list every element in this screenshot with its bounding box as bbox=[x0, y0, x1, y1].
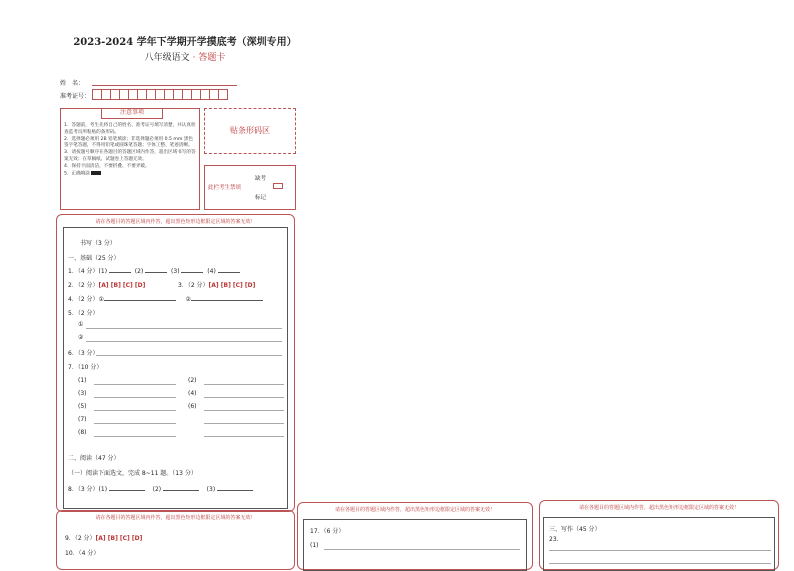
answer-line[interactable] bbox=[94, 436, 176, 437]
barcode-area: 贴条形码区 bbox=[204, 108, 296, 154]
notice-item-label: 5．正确填涂 bbox=[64, 171, 90, 177]
answer-line[interactable] bbox=[96, 355, 282, 356]
notice-item: 1．答题前，考生先将自己的姓名、准考证号填写清楚，并认真检查监考员所粘贴的条形码。 bbox=[64, 123, 196, 135]
q5-label: 5．（2 分） bbox=[68, 310, 99, 317]
answer-line[interactable] bbox=[204, 410, 284, 411]
q7-item-label: (1) bbox=[78, 377, 87, 384]
answer-frame bbox=[63, 227, 288, 509]
answer-line[interactable] bbox=[94, 423, 176, 424]
answer-section-bottom-middle bbox=[297, 502, 533, 570]
answer-line[interactable] bbox=[181, 266, 203, 273]
answer-frame bbox=[303, 519, 527, 571]
q5-a-label: ① bbox=[78, 321, 84, 328]
q10-label: 10．（4 分） bbox=[65, 550, 100, 557]
q4-label: 4．（2 分）① bbox=[68, 296, 104, 303]
q7-label: 7．（10 分） bbox=[68, 364, 103, 371]
q9-options[interactable]: [A] [B] [C] [D] bbox=[95, 535, 143, 542]
q8-sub-label: (2) bbox=[152, 486, 162, 493]
warning-text: 请在各题目的答题区域内作答，超出黑色矩形边框限定区域的答案无效！ bbox=[95, 219, 256, 225]
q2-label: 2．（2 分） bbox=[68, 282, 99, 289]
answer-line[interactable] bbox=[549, 550, 771, 551]
answer-line[interactable] bbox=[94, 384, 176, 385]
q1-sub-label: (2) bbox=[134, 268, 144, 275]
answer-line[interactable] bbox=[94, 410, 176, 411]
answer-frame bbox=[543, 517, 775, 571]
notice-title: 注意事项 bbox=[101, 108, 163, 119]
q2-options[interactable]: [A] [B] [C] [D] bbox=[98, 282, 146, 289]
q17-a-label: (1) bbox=[310, 542, 319, 549]
q3-row bbox=[178, 280, 255, 289]
warning-text: 请在各题目的答题区域内作答，超出黑色矩形边框限定区域的答案无效！ bbox=[334, 507, 495, 513]
absent-note: 此栏考生禁填 bbox=[208, 185, 242, 191]
subtitle-separator: · bbox=[192, 53, 196, 63]
answer-line[interactable] bbox=[163, 484, 199, 491]
name-field[interactable] bbox=[92, 85, 237, 86]
answer-line[interactable] bbox=[104, 294, 176, 301]
notice-item bbox=[64, 171, 196, 178]
q1-row bbox=[68, 266, 240, 275]
answer-line[interactable] bbox=[86, 341, 282, 342]
q8-row bbox=[68, 484, 253, 493]
answer-line[interactable] bbox=[86, 328, 282, 329]
notice-box bbox=[60, 108, 200, 210]
answer-line[interactable] bbox=[204, 436, 284, 437]
answer-line[interactable] bbox=[204, 384, 284, 385]
q2-row bbox=[68, 280, 145, 289]
answer-line[interactable] bbox=[549, 563, 771, 564]
q7-item-label: (4) bbox=[188, 390, 197, 397]
answer-line[interactable] bbox=[109, 266, 131, 273]
answer-line[interactable] bbox=[191, 294, 263, 301]
q1-sub-label: (3) bbox=[171, 268, 180, 275]
answer-section-bottom-right bbox=[539, 500, 779, 570]
absent-label: 缺考 bbox=[255, 176, 267, 182]
absent-checkbox[interactable] bbox=[273, 183, 283, 189]
q3-label: 3．（2 分） bbox=[178, 282, 209, 289]
answer-section-left bbox=[56, 214, 295, 512]
absent-mark-label: 标记 bbox=[255, 195, 267, 201]
reading1-heading: （一）阅读下面选文，完成 8~11 题。（13 分） bbox=[68, 470, 197, 477]
name-label: 姓 名： bbox=[60, 80, 85, 87]
page-title: 2023-2024 学年下学期开学摸底考（深圳专用） bbox=[73, 37, 297, 48]
answer-line[interactable] bbox=[94, 397, 176, 398]
answer-line[interactable] bbox=[109, 484, 145, 491]
q4-sub-label: ② bbox=[185, 296, 191, 303]
part1-heading: 一、基础（25 分） bbox=[68, 255, 120, 262]
notice-item: 4．保持卡面清洁，不要折叠、不要弄破。 bbox=[64, 163, 150, 169]
part3-heading: 三、写作（45 分） bbox=[549, 526, 601, 533]
q5-b-label: ② bbox=[78, 334, 84, 341]
answer-line[interactable] bbox=[217, 484, 253, 491]
warning-text: 请在各题目的答题区域内作答，超出黑色矩形边框限定区域的答案无效！ bbox=[95, 515, 256, 521]
filled-sample-mark bbox=[91, 171, 101, 175]
warning-text: 请在各题目的答题区域内作答，超出黑色矩形边框限定区域的答案无效！ bbox=[578, 505, 739, 511]
id-boxes[interactable] bbox=[92, 89, 227, 100]
q7-item-label: (7) bbox=[78, 416, 87, 423]
notice-body bbox=[64, 123, 196, 178]
q7-item-label: (2) bbox=[188, 377, 197, 384]
q1-label: 1．（4 分）(1) bbox=[68, 268, 108, 275]
q7-item-label: (3) bbox=[78, 390, 87, 397]
part2-heading: 二、阅读（47 分） bbox=[68, 455, 120, 462]
q1-sub-label: (4) bbox=[207, 268, 216, 275]
answer-line[interactable] bbox=[204, 397, 284, 398]
absent-box bbox=[204, 165, 296, 210]
notice-item: 3．请按题号顺序在各题目的答题区域内作答，超出区域书写的答案无效；在草稿纸、试题卷上答题无效。 bbox=[64, 150, 196, 162]
answer-line[interactable] bbox=[204, 423, 284, 424]
notice-item: 2．选择题必须用 2B 铅笔填涂；非选择题必须用 0.5 mm 黑色签字笔答题，不得用铅笔或圆珠笔答题；字体工整、笔迹清晰。 bbox=[64, 136, 194, 149]
writing-score: 书写（3 分） bbox=[80, 240, 116, 247]
q9-label: 9．（2 分） bbox=[65, 535, 96, 542]
q7-item-label: (5) bbox=[78, 403, 87, 410]
q9-row bbox=[65, 533, 142, 542]
q3-options[interactable]: [A] [B] [C] [D] bbox=[208, 282, 256, 289]
answer-section-bottom-left bbox=[56, 510, 295, 570]
q8-label: 8．（3 分）(1) bbox=[68, 486, 108, 493]
id-label: 准考证号： bbox=[60, 93, 91, 100]
q23-label: 23. bbox=[549, 536, 559, 543]
q7-item-label: (6) bbox=[188, 403, 197, 410]
q17-label: 17．（6 分） bbox=[310, 528, 345, 535]
q4-row bbox=[68, 294, 263, 303]
page-subtitle bbox=[50, 50, 320, 63]
q8-sub-label: (3) bbox=[206, 486, 216, 493]
q6-label: 6．（3 分） bbox=[68, 350, 99, 357]
subtitle-accent: 答题卡 bbox=[198, 53, 226, 63]
answer-line[interactable] bbox=[218, 266, 240, 273]
q7-item-label: (8) bbox=[78, 429, 87, 436]
answer-line[interactable] bbox=[324, 549, 520, 550]
answer-line[interactable] bbox=[145, 266, 167, 273]
subtitle-main: 八年级语文 bbox=[144, 53, 190, 63]
